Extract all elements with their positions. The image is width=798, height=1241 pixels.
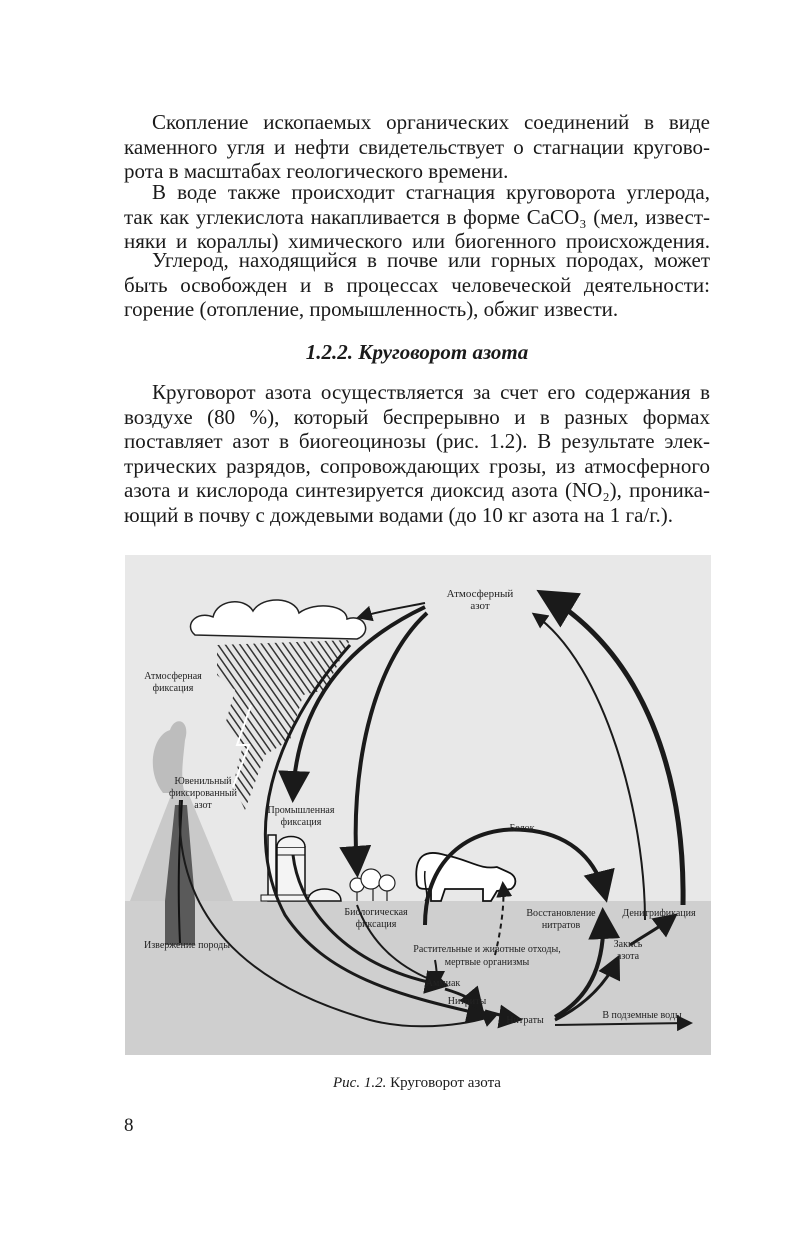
text-line: Углерод, находящийся в почве или горных породах, может [152,248,710,272]
text-line: рота в масштабах геологического времени. [124,159,509,183]
label-atmospheric-fixation: Атмосферная [144,671,202,682]
paragraph-nitrogen-cycle [124,380,710,527]
caption-text: Круговорот азота [390,1075,501,1091]
label-juvenile-2: фиксированный [168,788,238,799]
label-biological-fixation-2: фиксация [355,919,397,930]
label-juvenile: Ювенильный [174,776,232,787]
label-nitrites: Нитриты [447,996,487,1007]
paragraph-fossil-carbon [124,110,710,184]
label-industrial-fixation-2: фиксация [280,817,322,828]
text-line: азота и кислорода синтезируется диоксид азота (NO₂), проника- [124,478,710,502]
label-groundwater: В подземные воды [602,1010,682,1021]
text-line: Скопление ископаемых органических соединений в виде [152,110,710,134]
label-protein: Белок [509,823,535,834]
text-line: так как углекислота накапливается в форме CaCO₃ (мел, извест- [124,204,710,229]
label-atmospheric-nitrogen-2: азот [470,600,490,612]
label-waste: Растительные и животные отходы, [413,944,561,955]
label-nitrous-oxide: Закись [613,939,643,950]
nitrogen-cycle-diagram [125,555,711,1055]
figure-caption [124,1075,710,1092]
text-line: воздухе (80 %), который беспрерывно и в разных формах [124,404,710,429]
label-ammonia: Аммиак [425,978,461,989]
label-eruption: Извержение породы [143,940,231,951]
label-nitrate-reduction: Восстановление [526,908,596,919]
paragraph-soil-carbon [124,248,710,322]
label-nitrates: Нитраты [506,1015,544,1026]
nitrogen-cycle-figure [125,555,711,1055]
label-industrial-fixation: Промышленная [267,805,335,816]
label-atmospheric-nitrogen: Атмосферный [446,588,514,600]
label-atmospheric-fixation-2: фиксация [152,683,194,694]
label-nitrous-oxide-2: азота [616,951,640,962]
label-juvenile-3: азот [194,800,212,811]
text-line: каменного угля и нефти свидетельствует о стагнации кругово- [124,134,710,159]
label-waste-2: мертвые организмы [444,957,530,968]
paragraph-water-carbon [124,180,710,254]
text-line: быть освобожден и в процессах человеческой деятельности: [124,272,710,297]
label-denitrification: Денитрификация [622,908,696,919]
caption-label: Рис. 1.2. [333,1075,387,1091]
page-number: 8 [124,1115,134,1136]
section-heading: 1.2.2. Круговорот азота [305,340,529,364]
text-line: поставляет азот в биогеоцинозы (рис. 1.2). В результате элек- [124,429,710,453]
text-line: горение (отопление, промышленность), обжиг извести. [124,297,619,321]
text-line: В воде также происходит стагнация круговорота углерода, [152,180,710,204]
sky-area [125,555,711,901]
text-line: Круговорот азота осуществляется за счет его содержания в [152,380,710,404]
text-line: трических разрядов, сопровождающих грозы, из атмосферного [124,453,710,478]
text-line: ющий в почву с дождевыми водами (до 10 кг азота на 1 га/г.). [124,502,673,527]
label-nitrate-reduction-2: нитратов [541,920,581,931]
text-line: няки и кораллы) химического или биогенного происхождения. [124,229,710,253]
label-biological-fixation: Биологическая [344,907,408,918]
